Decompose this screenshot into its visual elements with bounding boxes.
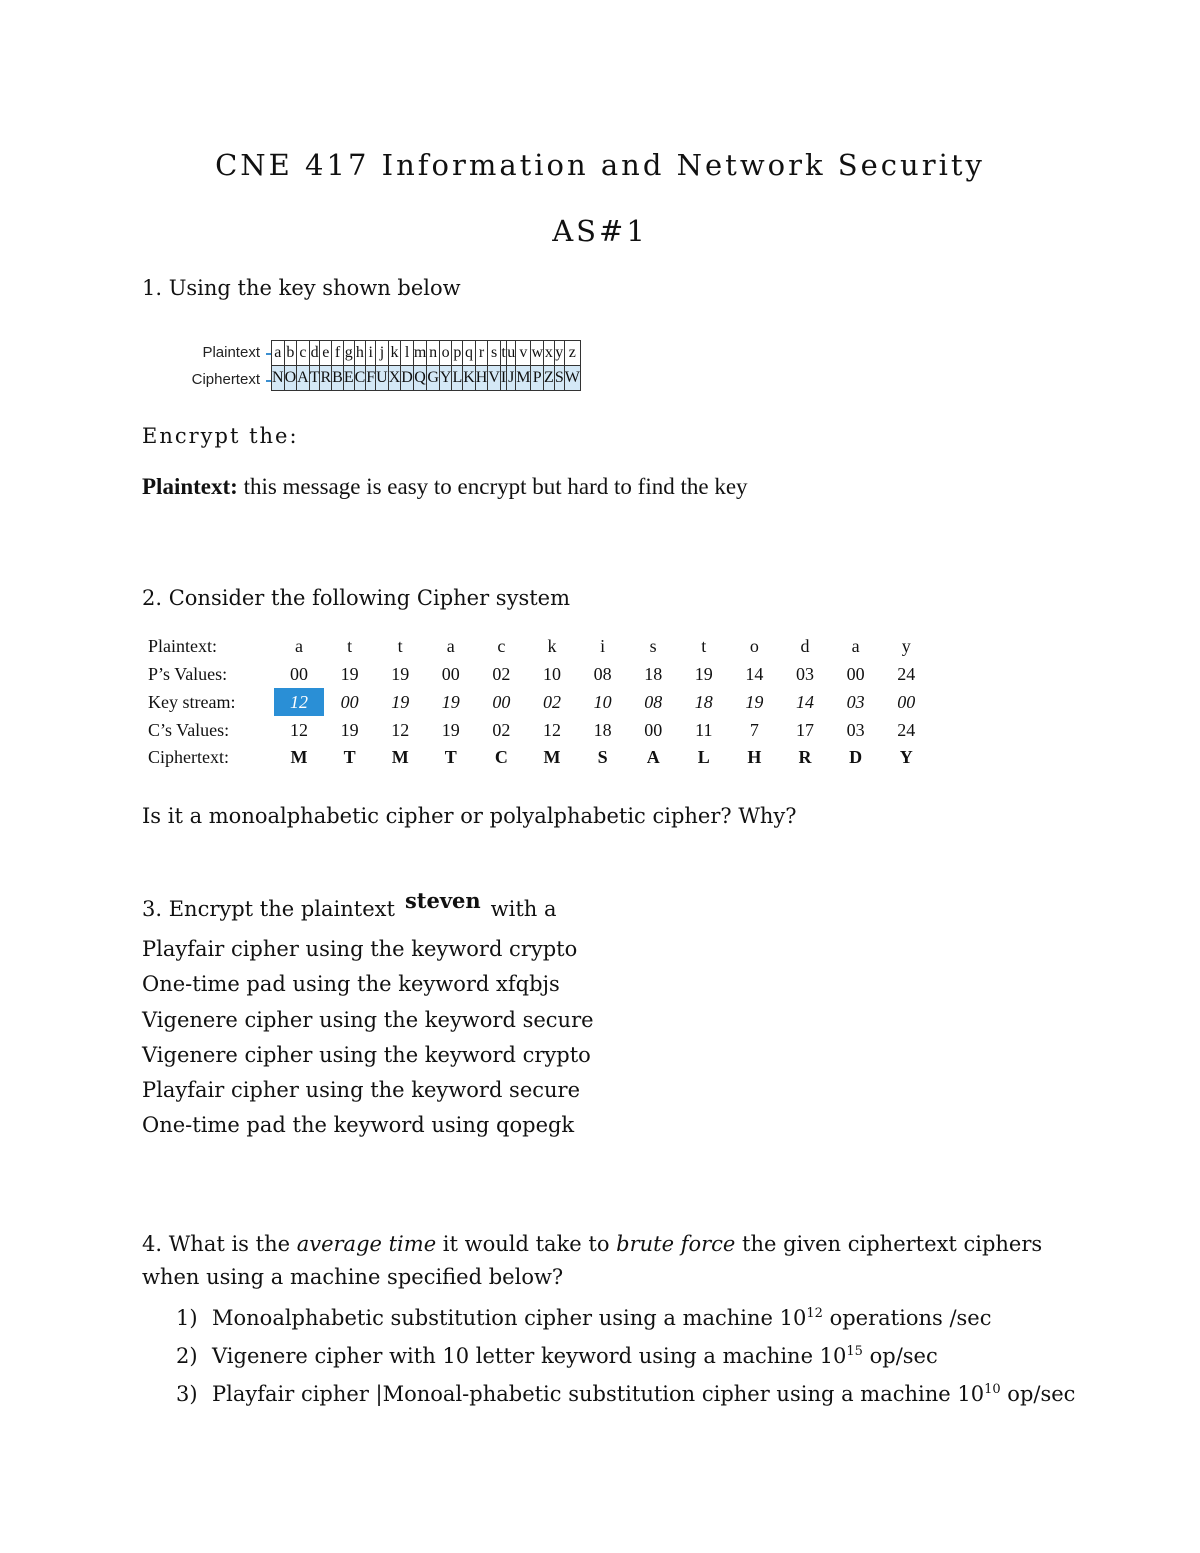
row-label: Key stream: — [148, 692, 236, 712]
q4-text: 4. What is the — [142, 1232, 297, 1256]
list-item — [176, 1297, 1075, 1335]
row-label: C’s Values: — [148, 720, 230, 740]
item-exponent: 10 — [984, 1382, 1001, 1397]
table-cell: 08 — [593, 664, 612, 684]
table-cell: 02 — [543, 692, 561, 712]
table-cell: 03 — [846, 692, 865, 712]
list-item: Playfair cipher using the keyword secure — [142, 1078, 581, 1103]
table-cell: 00 — [290, 664, 308, 684]
page-subtitle: AS#1 — [552, 214, 648, 248]
table-cell: 00 — [846, 664, 865, 684]
q3-prompt-before: 3. Encrypt the plaintext — [142, 897, 395, 921]
plaintext-cell: w — [531, 341, 544, 366]
question-2-prompt: 2. Consider the following Cipher system — [142, 586, 571, 610]
ciphertext-cell: M — [516, 366, 531, 391]
plaintext-cell: e — [320, 341, 332, 366]
table-cell: 00 — [897, 692, 916, 712]
q4-text: it would take to — [436, 1232, 617, 1256]
ciphertext-cell: L — [452, 366, 463, 391]
plaintext-cell: c — [297, 341, 310, 366]
table-cell: 19 — [340, 720, 359, 740]
ciphertext-cell: P — [531, 366, 544, 391]
q4-list — [176, 1297, 1075, 1411]
ciphertext-cell: O — [284, 366, 297, 391]
plaintext-cell: o — [439, 341, 452, 366]
plaintext-cell: u — [507, 341, 516, 366]
table-cell: 12 — [290, 720, 308, 740]
plaintext-cell: g — [343, 341, 354, 366]
item-exponent: 15 — [846, 1344, 863, 1359]
table-cell: t — [347, 636, 353, 656]
item-number: 3) — [176, 1382, 198, 1406]
plaintext-cell: s — [488, 341, 501, 366]
item-suffix: operations /sec — [822, 1306, 992, 1330]
table-cell: 19 — [441, 692, 460, 712]
plaintext-row — [272, 341, 581, 366]
item-suffix: op/sec — [862, 1344, 938, 1368]
ciphertext-cell: T — [309, 366, 320, 391]
table-cell: 10 — [593, 692, 612, 712]
plaintext-cell: z — [564, 341, 580, 366]
plaintext-cell: v — [516, 341, 531, 366]
q4-emphasis: average time — [296, 1232, 437, 1256]
table-cell: C — [494, 747, 508, 767]
ciphertext-cell: W — [564, 366, 580, 391]
question-3-prompt — [142, 888, 557, 921]
table-cell: i — [600, 636, 606, 656]
plaintext-cell: l — [401, 341, 414, 366]
table-cell: 02 — [492, 664, 511, 684]
ciphertext-cell: F — [366, 366, 376, 391]
plaintext-cell: n — [427, 341, 440, 366]
q4-emphasis: brute force — [616, 1232, 736, 1256]
item-text: Monoalphabetic substitution cipher using a machine 10 — [212, 1306, 807, 1330]
list-item — [176, 1373, 1075, 1411]
ciphertext-cell: X — [388, 366, 401, 391]
list-item: Vigenere cipher using the keyword crypto — [142, 1042, 591, 1067]
table-cell: t — [397, 636, 403, 656]
table-cell: 7 — [749, 720, 759, 740]
table-cell: M — [391, 747, 409, 767]
plaintext-cell: b — [284, 341, 297, 366]
ciphertext-cell: S — [554, 366, 564, 391]
plaintext-cell: p — [452, 341, 463, 366]
ciphertext-cell: R — [320, 366, 332, 391]
table-cell: o — [749, 636, 759, 656]
table-cell: T — [343, 747, 356, 767]
ciphertext-cell: C — [354, 366, 366, 391]
plaintext-cell: t — [500, 341, 506, 366]
plaintext-cell: i — [366, 341, 376, 366]
ciphertext-cell: N — [272, 366, 285, 391]
ciphertext-cell: A — [297, 366, 310, 391]
page-title: CNE 417 Information and Network Security — [215, 148, 985, 182]
table-cell: T — [444, 747, 457, 767]
plaintext-cell: m — [413, 341, 426, 366]
table-cell: 03 — [846, 720, 865, 740]
row-label: Plaintext: — [148, 636, 217, 656]
row-label: Ciphertext: — [148, 747, 229, 767]
q3-prompt-after: with a — [490, 897, 557, 921]
item-number: 1) — [176, 1306, 198, 1330]
ciphertext-cell: J — [507, 366, 516, 391]
plaintext-line — [142, 474, 748, 500]
table-cell: 18 — [644, 664, 663, 684]
q3-plaintext: steven — [404, 888, 481, 913]
table-cell: 19 — [340, 664, 359, 684]
ciphertext-cell: Y — [439, 366, 452, 391]
ciphertext-cell: E — [343, 366, 354, 391]
table-cell: k — [547, 636, 557, 656]
list-item: Playfair cipher using the keyword crypto — [142, 937, 578, 961]
ciphertext-cell: U — [376, 366, 389, 391]
table-cell: 19 — [745, 692, 764, 712]
table-cell: 14 — [745, 664, 764, 684]
plaintext-cell: r — [475, 341, 488, 366]
q3-list — [142, 932, 594, 1144]
table-cell: 19 — [391, 692, 410, 712]
table-cell: Y — [899, 747, 913, 767]
table-cell: 00 — [492, 692, 511, 712]
item-text: Vigenere cipher with 10 letter keyword using a machine 10 — [212, 1344, 847, 1368]
plaintext-cell: f — [332, 341, 344, 366]
ciphertext-cell: V — [488, 366, 501, 391]
list-item: One-time pad using the keyword xfqbjs — [142, 972, 560, 997]
item-number: 2) — [176, 1344, 198, 1368]
table-cell: a — [446, 636, 455, 656]
ciphertext-row-label: Ciphertext — [191, 371, 260, 388]
q4-text: the given ciphertext ciphers — [735, 1232, 1043, 1256]
table-cell: R — [798, 747, 812, 767]
list-item: Vigenere cipher using the keyword secure — [142, 1007, 594, 1032]
question-4-prompt — [142, 1232, 1042, 1256]
question-2-question: Is it a monoalphabetic cipher or polyalphabetic cipher? Why? — [142, 804, 797, 828]
item-suffix: op/sec — [1000, 1382, 1076, 1406]
table-cell: 00 — [340, 692, 359, 712]
plaintext-cell: y — [554, 341, 564, 366]
table-cell: d — [800, 636, 810, 656]
table-cell: 08 — [644, 692, 663, 712]
table-cell: D — [849, 747, 863, 767]
table-cell: 14 — [796, 692, 814, 712]
table-cell: a — [295, 636, 303, 656]
list-item — [176, 1335, 1075, 1373]
question-1-prompt: 1. Using the key shown below — [142, 276, 461, 300]
item-exponent: 12 — [806, 1306, 823, 1321]
table-cell: 24 — [897, 664, 916, 684]
plaintext-cell: j — [376, 341, 389, 366]
ciphertext-cell: D — [401, 366, 414, 391]
plaintext-cell: h — [354, 341, 366, 366]
table-cell: S — [597, 747, 608, 767]
table-cell: t — [701, 636, 707, 656]
plaintext-cell: q — [463, 341, 476, 366]
table-cell: 03 — [796, 664, 814, 684]
table-cell: 18 — [593, 720, 612, 740]
plaintext-cell: a — [272, 341, 285, 366]
ciphertext-row — [272, 366, 581, 391]
table-cell: y — [901, 636, 911, 656]
key-grid — [271, 340, 581, 391]
table-cell: 10 — [543, 664, 561, 684]
table-cell: 18 — [694, 692, 713, 712]
table-cell: 12 — [290, 692, 308, 712]
table-cell: 12 — [391, 720, 410, 740]
ciphertext-cell: I — [500, 366, 506, 391]
table-cell: s — [649, 636, 657, 656]
table-cell: M — [543, 747, 561, 767]
table-cell: 19 — [441, 720, 460, 740]
table-cell: 19 — [391, 664, 410, 684]
ciphertext-cell: G — [427, 366, 440, 391]
table-cell: a — [851, 636, 860, 656]
ciphertext-cell: B — [332, 366, 344, 391]
ciphertext-cell: Z — [544, 366, 555, 391]
table-cell: M — [290, 747, 308, 767]
table-cell: A — [646, 747, 660, 767]
question-4-line-2: when using a machine specified below? — [142, 1265, 564, 1289]
plaintext-value: this message is easy to encrypt but hard to find the key — [243, 474, 748, 499]
table-cell: 02 — [492, 720, 511, 740]
table-cell: 24 — [897, 720, 916, 740]
ciphertext-cell: K — [463, 366, 476, 391]
table-cell: 00 — [644, 720, 663, 740]
table-cell: L — [697, 747, 710, 767]
ciphertext-cell: H — [475, 366, 488, 391]
ciphertext-cell: Q — [413, 366, 426, 391]
encrypt-label: Encrypt the: — [142, 424, 299, 448]
table-cell: 11 — [695, 720, 713, 740]
table-cell: 17 — [796, 720, 814, 740]
plaintext-cell: k — [388, 341, 401, 366]
table-cell: 19 — [694, 664, 713, 684]
table-cell: c — [497, 636, 506, 656]
table-cell: H — [747, 747, 762, 767]
plaintext-cell: x — [544, 341, 555, 366]
plaintext-label: Plaintext: — [142, 474, 238, 499]
plaintext-row-label: Plaintext — [202, 344, 260, 361]
item-text: Playfair cipher |Monoal-phabetic substitution cipher using a machine 10 — [212, 1382, 985, 1406]
plaintext-cell: d — [309, 341, 320, 366]
list-item: One-time pad the keyword using qopegk — [142, 1113, 575, 1138]
table-cell: 00 — [441, 664, 460, 684]
row-label: P’s Values: — [148, 664, 228, 684]
table-cell: 12 — [543, 720, 561, 740]
